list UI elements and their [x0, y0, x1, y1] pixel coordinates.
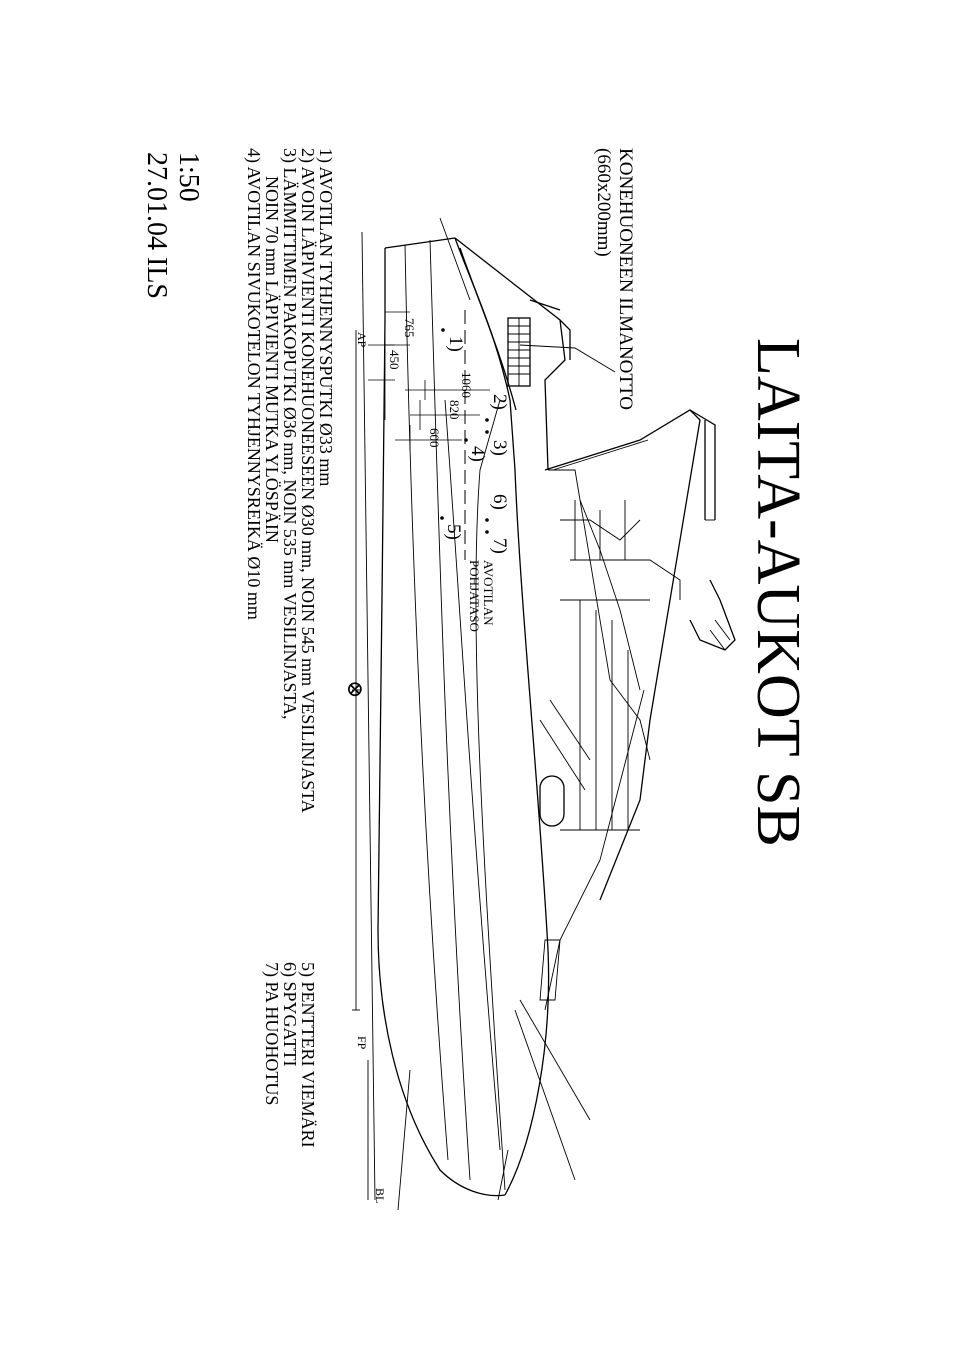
intake-label: KONEHUONEEN ILMANOTTO: [615, 148, 636, 410]
scale-label: 1:50: [173, 152, 204, 202]
opening-3-label: 3): [489, 440, 510, 456]
bl-marker: BL: [373, 1188, 387, 1204]
opening-7-label: 7): [489, 538, 510, 554]
legend-item-1: 1) AVOTILAN TYHJENNYSPUTKI Ø33 mm: [316, 148, 336, 487]
floor-label-line1: AVOTILAN: [481, 560, 496, 626]
dimension-450: 450: [387, 350, 402, 370]
legend-item-4: 4) AVOTILAN SIVUKOTELON TYHJENNYSREIKÄ Ø10 mm: [244, 148, 264, 620]
legend-item-3: 3) LÄMMITTIMEN PAKOPUTKI Ø36 mm, NOIN 535 mm VESILINJASTA,: [280, 148, 300, 720]
opening-5-label: 5): [443, 524, 464, 540]
dimension-820: 820: [447, 400, 462, 420]
dimension-765: 765: [402, 318, 417, 338]
legend-item-7: 7) PA HUOHOTUS: [262, 962, 282, 1106]
date-signature: 27.01.04 ILS: [141, 152, 172, 299]
drawing-title: LAITA-AUKOT SB: [744, 338, 812, 847]
ap-marker: AP: [355, 332, 369, 348]
legend-item-5: 5) PENTTERI VIEMÄRI: [298, 962, 318, 1148]
legend-item-2: 2) AVOIN LÄPIVIENTI KONEHUONEESEEN Ø30 mm, NOIN 545 mm VESILINJASTA: [298, 148, 318, 813]
opening-4-label: 4): [467, 446, 488, 462]
intake-size: (660x200mm): [593, 148, 614, 257]
dimension-1060: 1060: [459, 372, 474, 398]
legend-item-3-cont: NOIN 70 mm LÄPIVIENTI MUTKA YLÖSPÄIN: [262, 176, 282, 543]
opening-1-label: 1): [445, 336, 466, 352]
fp-marker: FP: [355, 1036, 369, 1050]
floor-label-line2: POHJATASO: [467, 560, 482, 632]
opening-6-label: 6): [489, 494, 510, 510]
dimension-600: 600: [427, 428, 442, 448]
midship-symbol: ⊗: [343, 680, 368, 699]
opening-2-label: 2): [489, 394, 510, 410]
legend-item-6: 6) SPYGATTI: [280, 962, 300, 1067]
